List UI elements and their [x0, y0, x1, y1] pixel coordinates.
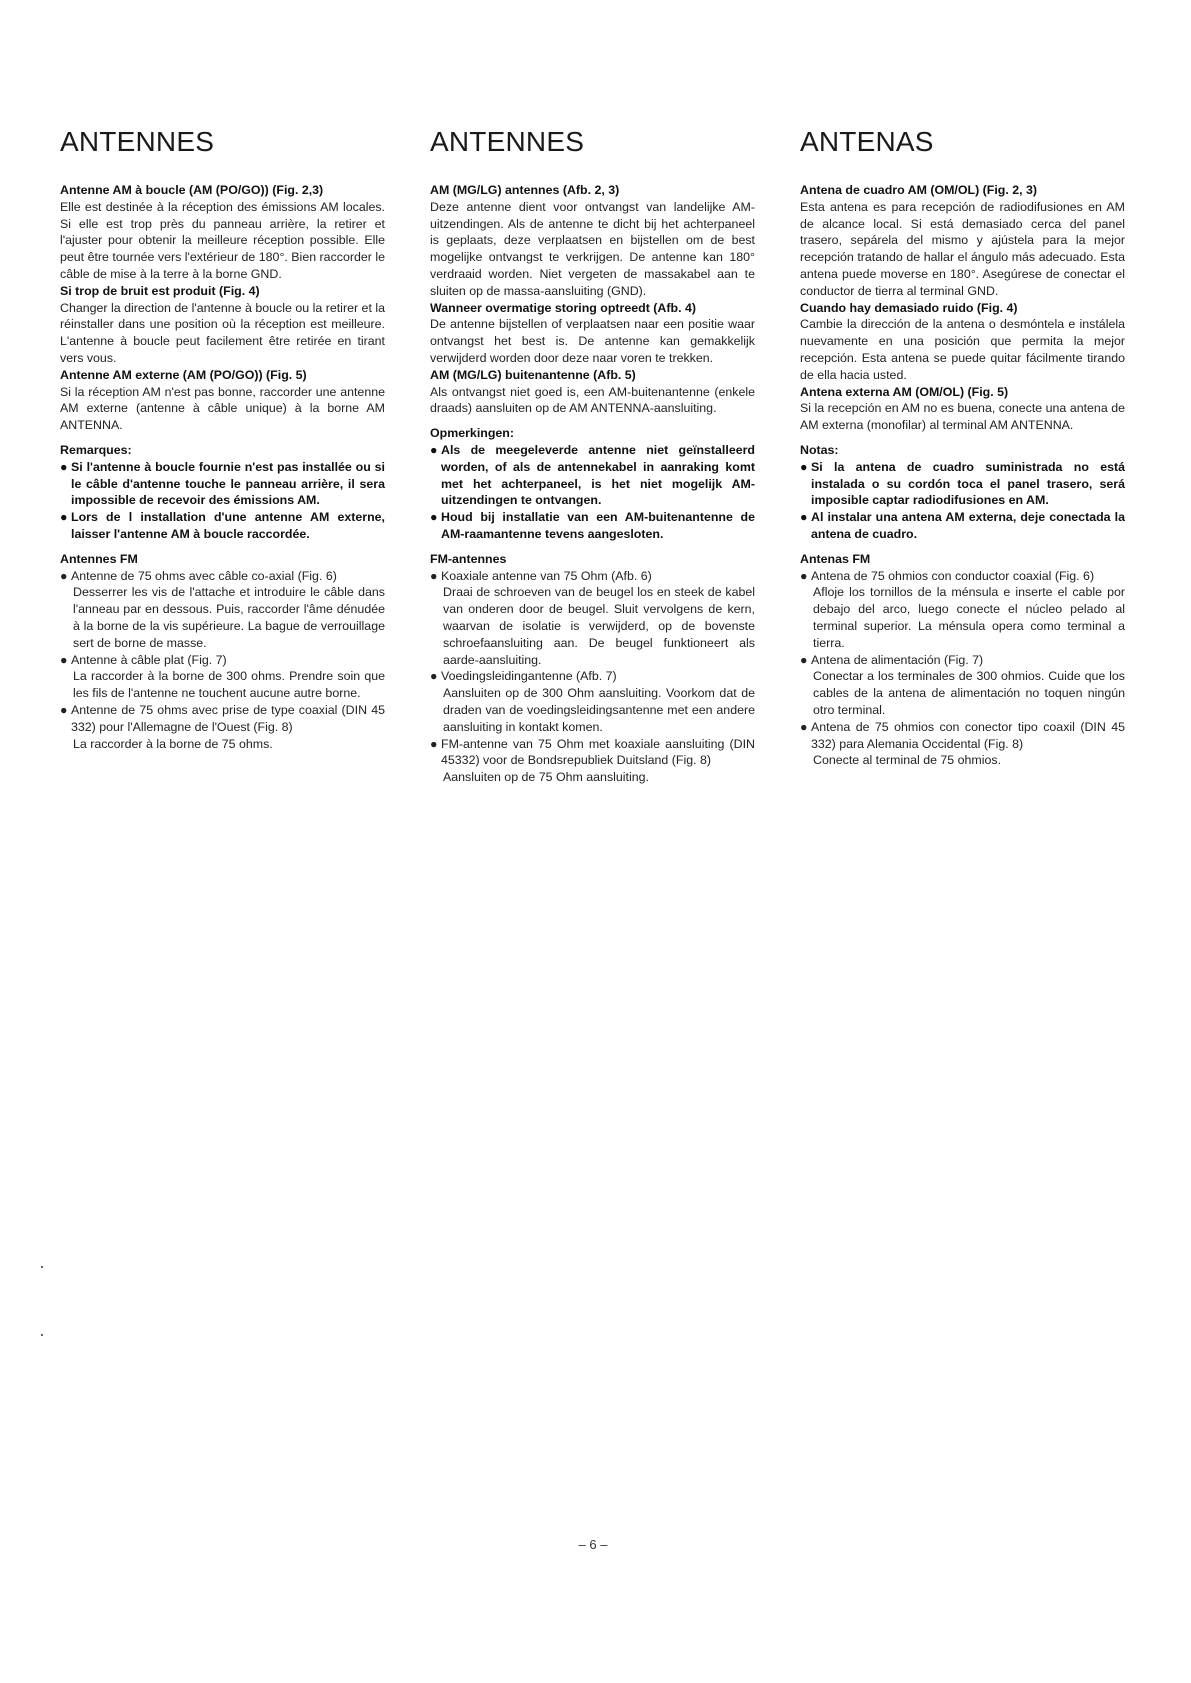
column-spanish [800, 126, 1125, 769]
bullet-icon: ● [800, 652, 808, 667]
section-title: ANTENNES [60, 126, 215, 157]
am-external-heading: Antenne AM externe (AM (PO/GO)) (Fig. 5) [60, 367, 307, 382]
bullet-icon: ● [800, 459, 808, 474]
fm-item: ● Antenne de 75 ohms avec prise de type coaxial (DIN 45 332) pour l'Allemagne de l'Ouest (Fig. 8) La raccorder à la borne de 75 ohms. [60, 702, 385, 751]
am-loop-text: Deze antenne dient voor ontvangst van landelijke AM-uitzendingen. Als de antenne te dicht bij het achterpaneel is geplaats, deze verplaatsen en bijstellen om de best mogelijke ontvangst te verkrijgen. De antenne kan 180° verdraaid worden. Niet vergeten de massakabel aan te sluiten op de massa-aansluiting (GND). [430, 199, 755, 298]
section-title: ANTENAS [800, 126, 934, 157]
bullet-icon: ● [430, 568, 438, 583]
fm-list [800, 568, 1125, 770]
am-external-heading: AM (MG/LG) buitenantenne (Afb. 5) [430, 367, 636, 382]
fm-heading: FM-antennes [430, 551, 507, 566]
notes-list [800, 459, 1125, 543]
fm-heading: Antenas FM [800, 551, 871, 566]
bullet-icon: ● [60, 652, 68, 667]
fm-item: ● Antena de alimentación (Fig. 7) Conectar a los terminales de 300 ohmios. Cuide que los cables de la antena de alimentación no toquen ningún otro terminal. [800, 652, 1125, 717]
bullet-icon: ● [60, 459, 68, 474]
section-title: ANTENNES [430, 126, 585, 157]
noise-heading: Wanneer overmatige storing optreedt (Afb. 4) [430, 300, 696, 315]
bullet-icon: ● [430, 736, 438, 751]
noise-heading: Cuando hay demasiado ruido (Fig. 4) [800, 300, 1018, 315]
am-external-text: Als ontvangst niet goed is, een AM-buitenantenne (enkele draads) aansluiten op de AM ANTENNA-aansluiting. [430, 384, 755, 416]
note-item: ● Si l'antenne à boucle fournie n'est pas installée ou si le câble d'antenne touche le panneau arrière, il sera impossible de recevoir des émissions AM. [60, 459, 385, 508]
am-external-heading: Antena externa AM (OM/OL) (Fig. 5) [800, 384, 1009, 399]
bullet-icon: ● [60, 568, 68, 583]
am-loop-text: Esta antena es para recepción de radiodifusiones en AM de alcance local. Si está demasiado cerca del panel trasero, sepárela del mismo y ajústela para la mejor recepción tratando de hallar el ángulo más adecuado. Esta antena puede moverse en 180°. Asegúrese de conectar el conductor de tierra al terminal GND. [800, 199, 1125, 298]
notes-title: Notas: [800, 442, 839, 457]
page-number: – 6 – [578, 1537, 608, 1552]
scan-speck [41, 1334, 43, 1336]
noise-text: Cambie la dirección de la antena o desmóntela e instálela nuevamente en una posición que permita la mejor recepción. Esta antena se puede quitar fácilmente tirando de ella hacia usted. [800, 317, 1125, 382]
bullet-icon: ● [430, 510, 438, 525]
am-loop-heading: Antenne AM à boucle (AM (PO/GO)) (Fig. 2,3) [60, 183, 324, 197]
fm-item: ● Antena de 75 ohmios con conector tipo coaxil (DIN 45 332) para Alemania Occidental (Fig. 8) Conecte al terminal de 75 ohmios. [800, 719, 1125, 768]
fm-item: ● Antenne à câble plat (Fig. 7) La raccorder à la borne de 300 ohms. Prendre soin que les fils de l'antenne ne touchent aucune autre borne. [60, 652, 385, 701]
bullet-icon: ● [430, 442, 438, 457]
bullet-icon: ● [800, 719, 808, 734]
column-french [60, 126, 385, 752]
am-loop-heading: Antena de cuadro AM (OM/OL) (Fig. 2, 3) [800, 183, 1038, 197]
am-loop-text: Elle est destinée à la réception des émissions AM locales. Si elle est trop près du panneau arrière, la retirer et l'ajuster pour obtenir la meilleure réception possible. Elle peut être tournée vers l'extérieur de 180°. Bien raccorder le câble de mise à la terre à la borne GND. [60, 199, 385, 281]
notes-list [60, 459, 385, 543]
am-external-text: Si la réception AM n'est pas bonne, raccorder une antenne AM externe (antenne à câble unique) à la borne AM ANTENNA. [60, 384, 385, 433]
fm-item: ● Antenne de 75 ohms avec câble co-axial (Fig. 6) Desserrer les vis de l'attache et introduire le câble dans l'anneau par en dessous. Puis, raccorder l'âme dénudée à la borne de la vis supérieure. La bague de verrouillage sert de borne de masse. [60, 568, 385, 650]
notes-title: Opmerkingen: [430, 426, 514, 441]
column-dutch [430, 126, 755, 786]
notes-title: Remarques: [60, 442, 132, 457]
fm-list [60, 568, 385, 753]
fm-item: ● Antena de 75 ohmios con conductor coaxial (Fig. 6) Afloje los tornillos de la ménsula e inserte el cable por debajo del arco, luego conecte el núcleo pelado al terminal superior. La ménsula opera como terminal a tierra. [800, 568, 1125, 650]
fm-list [430, 568, 755, 786]
bullet-icon: ● [60, 510, 68, 525]
note-item: ● Lors de l installation d'une antenne AM externe, laisser l'antenne AM à boucle raccordée. [60, 510, 385, 541]
note-item: ● Al instalar una antena AM externa, deje conectada la antena de cuadro. [800, 510, 1125, 541]
bullet-icon: ● [430, 669, 438, 684]
scan-speck [41, 1266, 43, 1268]
bullet-icon: ● [800, 568, 808, 583]
note-item: ● Als de meegeleverde antenne niet geïnstalleerd worden, of als de antennekabel in aanraking komt met het achterpaneel, is het niet mogelijk AM-uitzendingen te ontvangen. [430, 442, 755, 508]
am-loop-heading: AM (MG/LG) antennes (Afb. 2, 3) [430, 183, 620, 197]
note-item: ● Si la antena de cuadro suministrada no está instalada o su cordón toca el panel trasero, será imposible captar radiodifusiones en AM. [800, 459, 1125, 508]
noise-text: Changer la direction de l'antenne à boucle ou la retirer et la réinstaller dans une position où la réception est meilleure. L'antenne à boucle peut facilement être retirée en tirant vers vous. [60, 300, 385, 365]
fm-item: ● Koaxiale antenne van 75 Ohm (Afb. 6) Draai de schroeven van de beugel los en steek de kabel van onderen door de beugel. Sluit vervolgens de kern, waarvan de isolatie is verwijderd, op de bovenste schroefaansluiting aan. De beugel funktioneert als aarde-aansluiting. [430, 568, 755, 667]
noise-text: De antenne bijstellen of verplaatsen naar een positie waar ontvangst het best is. De antenne kan gemakkelijk verwijderd worden door deze naar voren te trekken. [430, 317, 755, 365]
fm-heading: Antennes FM [60, 551, 138, 566]
fm-item: ● FM-antenne van 75 Ohm met koaxiale aansluiting (DIN 45332) voor de Bondsrepubliek Duitsland (Fig. 8) Aansluiten op de 75 Ohm aansluiting. [430, 736, 755, 785]
fm-item: ● Voedingsleidingantenne (Afb. 7) Aansluiten op de 300 Ohm aansluiting. Voorkom dat de draden van de voedingsleidingsantenne met een andere aansluiting in kontakt komen. [430, 669, 755, 734]
note-item: ● Houd bij installatie van een AM-buitenantenne de AM-raamantenne tevens aangesloten. [430, 510, 755, 541]
notes-list [430, 442, 755, 543]
bullet-icon: ● [60, 702, 68, 717]
am-external-text: Si la recepción en AM no es buena, conecte una antena de AM externa (monofilar) al terminal AM ANTENNA. [800, 401, 1125, 433]
noise-heading: Si trop de bruit est produit (Fig. 4) [60, 283, 260, 298]
bullet-icon: ● [800, 510, 808, 525]
